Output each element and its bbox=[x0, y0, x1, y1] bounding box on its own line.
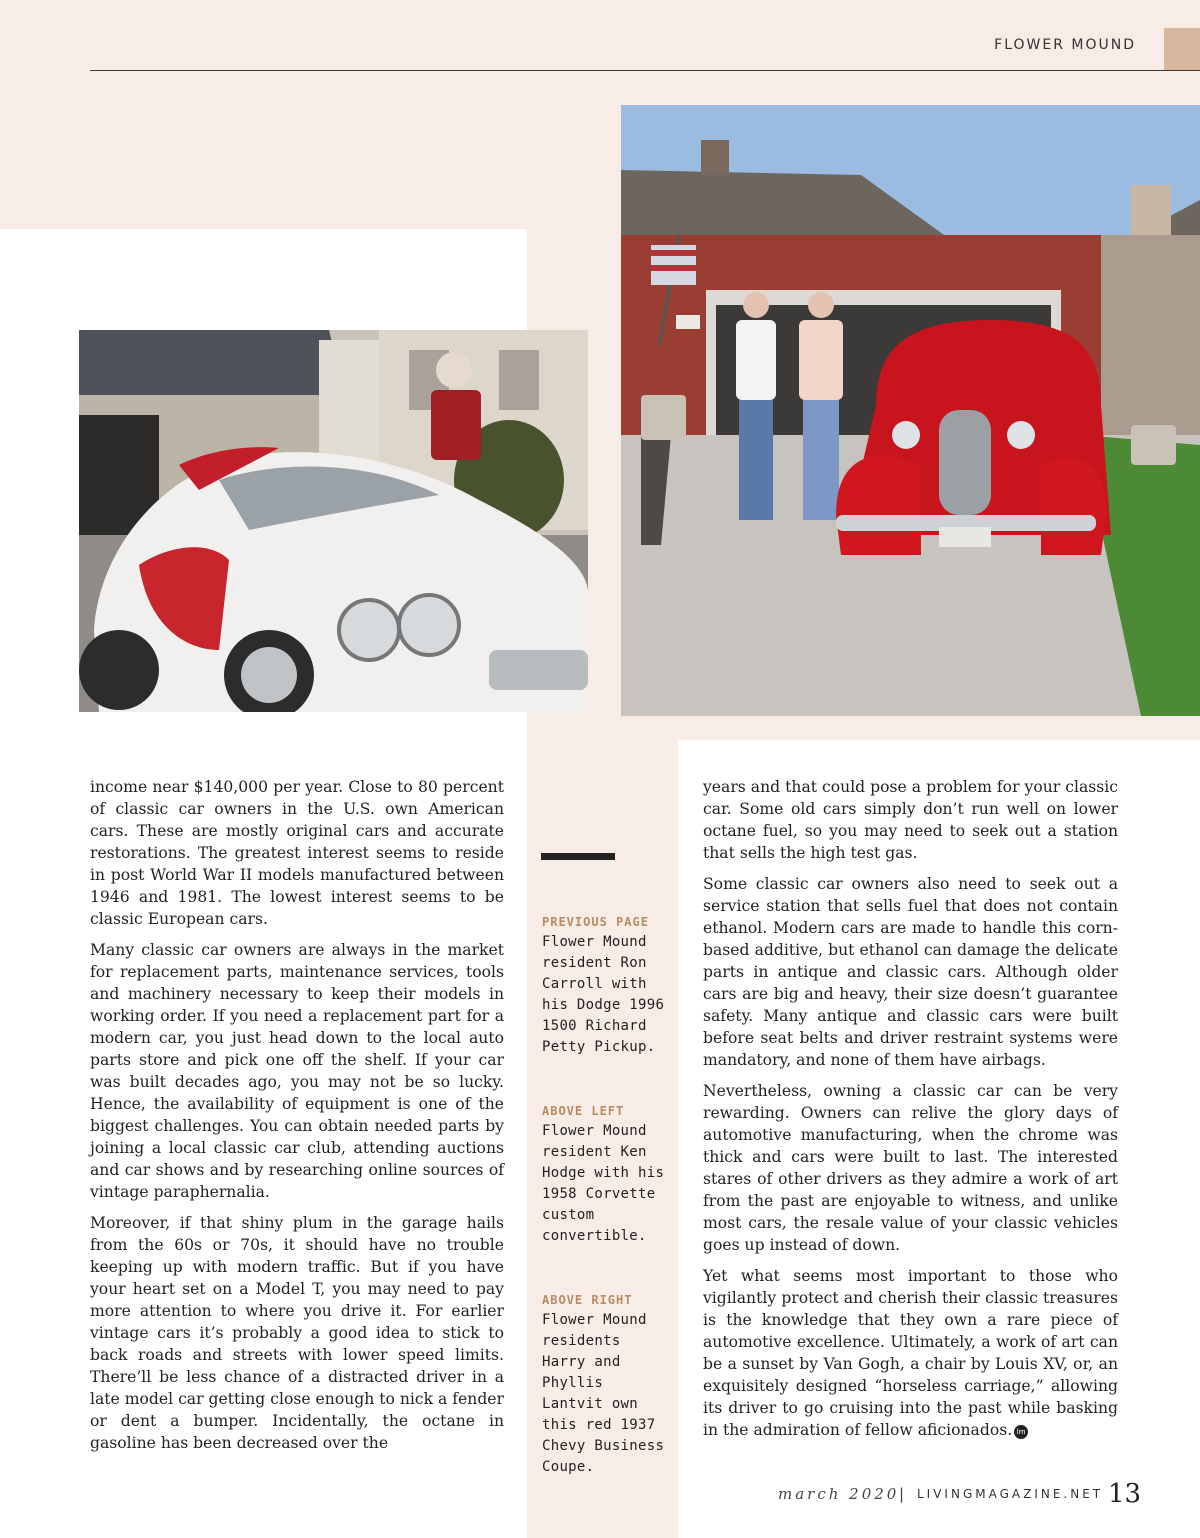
caption-heading: ABOVE RIGHT bbox=[542, 1293, 633, 1307]
caption-divider-bar bbox=[541, 853, 615, 860]
photo-corvette bbox=[79, 330, 588, 712]
caption-text: Flower Mound residents Harry and Phyllis Lantvit own this red 1937 Chevy Business Coupe. bbox=[542, 1312, 665, 1475]
caption-heading: ABOVE LEFT bbox=[542, 1104, 625, 1118]
caption-heading: PREVIOUS PAGE bbox=[542, 915, 649, 929]
caption-above-right bbox=[542, 1290, 670, 1478]
footer-separator: | bbox=[899, 1485, 905, 1503]
paragraph: Many classic car owners are always in the market for replacement parts, maintenance services, tools and machinery necessary to keep their models in working order. If you need a replacement part for a modern car, you just head down to the local auto parts store and pick one off the shelf. If your car was built decades ago, you may not be so lucky. Hence, the availability of equipment is one of the biggest challenges. You can obtain needed parts by joining a local classic car club, attending auctions and car shows and by researching online sources of vintage paraphernalia. bbox=[90, 941, 504, 1201]
paragraph: Some classic car owners also need to seek out a service station that sells fuel that does not contain ethanol. Modern cars are made to handle this corn-based additive, but ethanol can damage the delicate parts in antique and classic cars. Although older cars are big and heavy, their size doesn’t guarantee safety. Many antique and classic cars were built before seat belts and driver restraint systems were mandatory, and none of them have airbags. bbox=[703, 875, 1118, 1069]
footer-issue-date: march 2020 bbox=[778, 1485, 900, 1503]
paragraph-last bbox=[703, 1265, 1118, 1441]
paragraph-text: Yet what seems most important to those who vigilantly protect and cherish their classic treasures is the knowledge that they own a rare piece of automotive excellence. Ultimately, a work of art can be a sunset by Van Gogh, a chair by Louis XV, or, an exquisitely designed “horseless carriage,” allowing its driver to go cruising into the past while basking in the admiration of fellow aficionados. bbox=[703, 1267, 1118, 1439]
footer-website: LIVINGMAGAZINE.NET bbox=[917, 1487, 1104, 1501]
caption-above-left bbox=[542, 1101, 670, 1247]
article-left-column bbox=[90, 776, 504, 1463]
header-rule bbox=[90, 70, 1200, 71]
caption-previous-page bbox=[542, 912, 670, 1058]
article-right-column bbox=[703, 776, 1118, 1450]
caption-text: Flower Mound resident Ron Carroll with his Dodge 1996 1500 Richard Petty Pickup. bbox=[542, 934, 665, 1055]
paragraph: years and that could pose a problem for your classic car. Some old cars simply don’t run well on lower octane fuel, so you may need to seek out a station that sells the high test gas. bbox=[703, 778, 1118, 862]
end-mark-logo: lm bbox=[1014, 1425, 1028, 1439]
caption-text: Flower Mound resident Ken Hodge with his 1958 Corvette custom convertible. bbox=[542, 1123, 665, 1244]
photo-chevy-coupe bbox=[621, 105, 1200, 716]
paragraph: Nevertheless, owning a classic car can be very rewarding. Owners can relive the glory days of automotive manufacturing, when the chrome was thick and cars were built to last. The interested stares of other drivers as they admire a work of art from the past are enjoyable to witness, and unlike most cars, the resale value of your classic vehicles goes up instead of down. bbox=[703, 1082, 1118, 1254]
paragraph: Moreover, if that shiny plum in the garage hails from the 60s or 70s, it should have no trouble keeping up with modern traffic. But if you have your heart set on a Model T, you may need to pay more attention to where you drive it. For earlier vintage cars it’s probably a good idea to stick to back roads and streets with lower speed limits. There’ll be less chance of a distracted driver in a late model car getting close enough to nick a fender or dent a bumper. Incidentally, the octane in gasoline has been decreased over the bbox=[90, 1214, 504, 1452]
paragraph: income near $140,000 per year. Close to 80 percent of classic car owners in the U.S. own American cars. These are mostly original cars and accurate restorations. The greatest interest seems to reside in post World War II models manufactured between 1946 and 1981. The lowest interest seems to be classic European cars. bbox=[90, 778, 504, 928]
section-label: FLOWER MOUND bbox=[994, 37, 1136, 53]
section-tab bbox=[1164, 28, 1200, 70]
page-number: 13 bbox=[1108, 1479, 1142, 1509]
